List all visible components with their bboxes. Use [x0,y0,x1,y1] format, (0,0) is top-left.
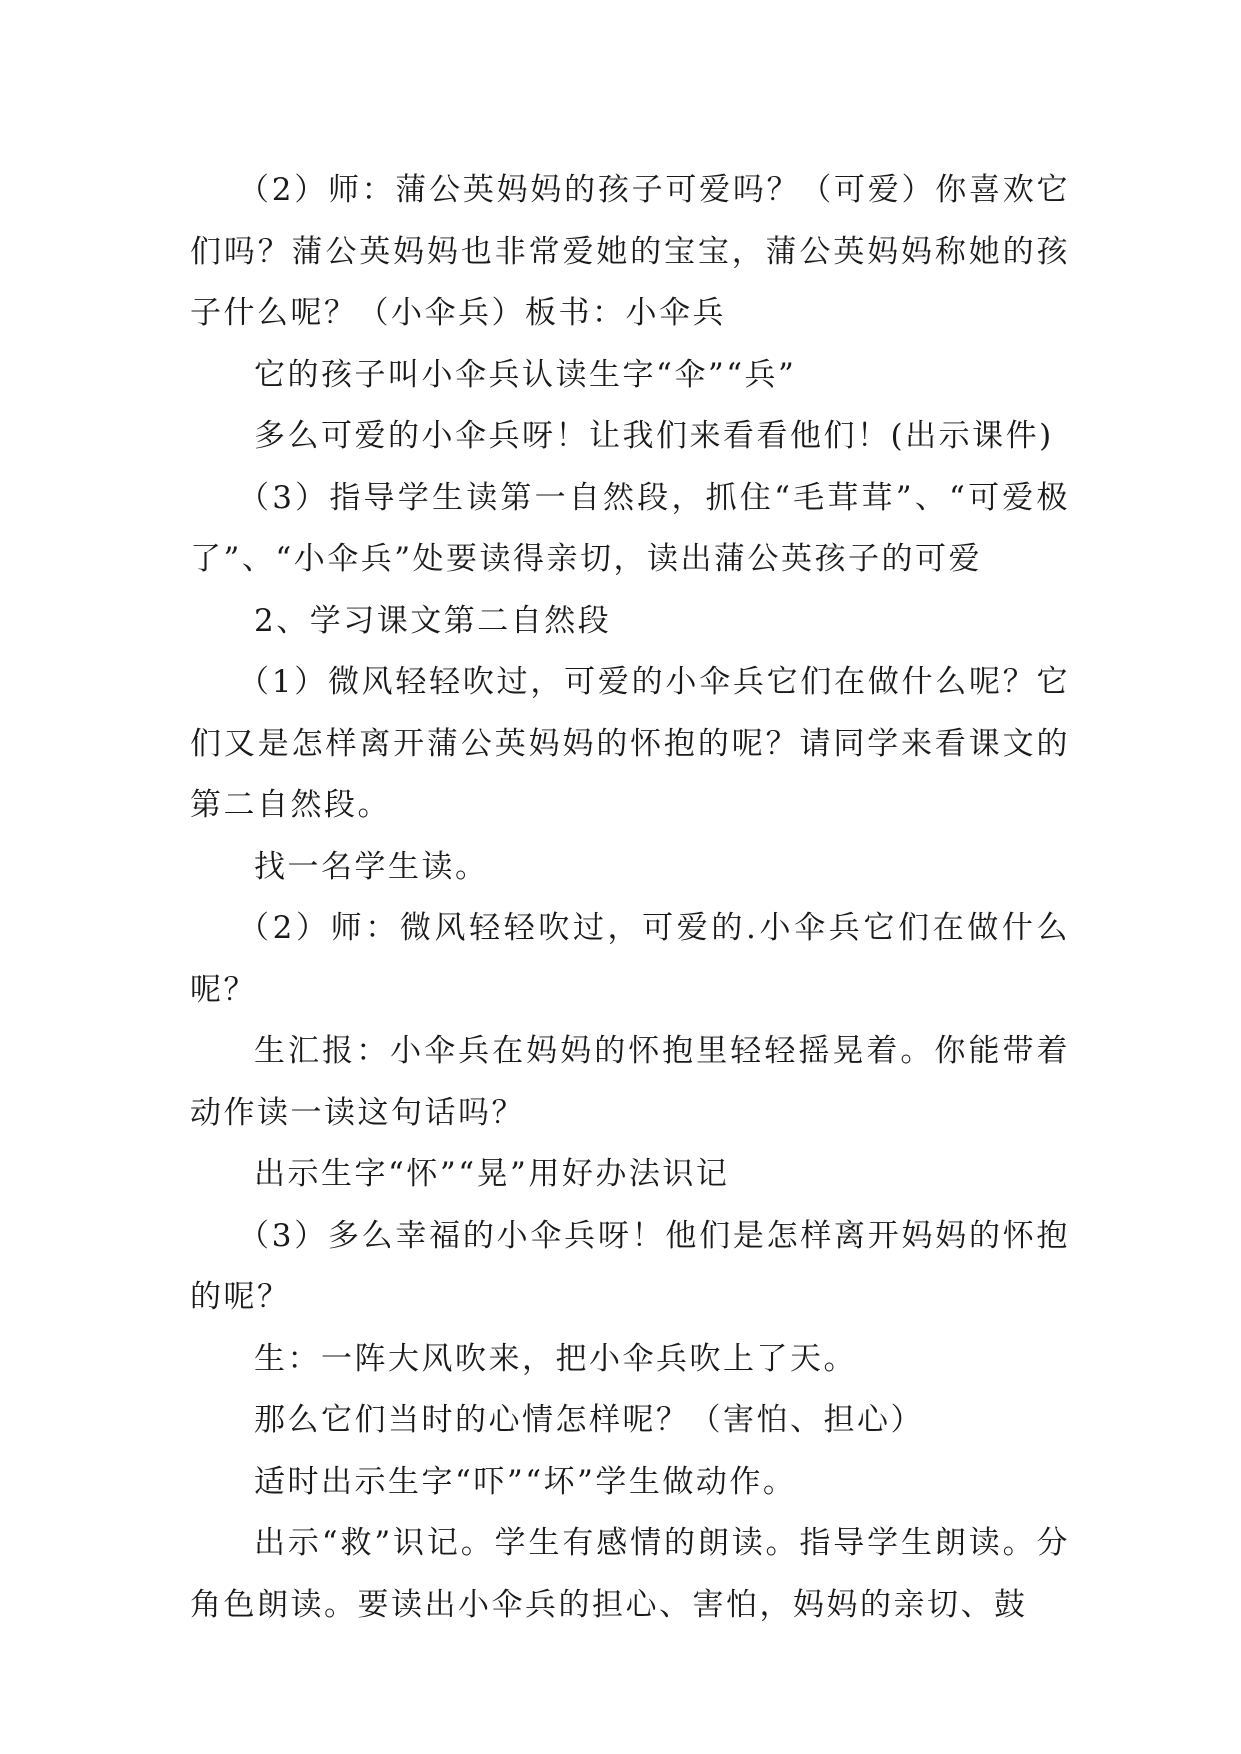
paragraph: 它的孩子叫小伞兵认读生字“伞”“兵” [254,356,797,393]
paragraph: 出示生字“怀”“晃”用好办法识记 [254,1156,730,1192]
paragraph: 生：一阵大风吹来，把小伞兵吹上了天。 [254,1340,857,1377]
paragraph: （1）微风轻轻吹过，可爱的小伞兵它们在做什么呢？它们又是怎样离开蒲公英妈妈的怀抱的呢？请同学来看课文的第二自然段。 [190,664,1070,823]
section-heading: 2、学习课文第二自然段 [254,602,612,639]
paragraph: （2）师：微风轻轻吹过，可爱的.小伞兵它们在做什么呢？ [190,910,1070,1008]
paragraph: 生汇报：小伞兵在妈妈的怀抱里轻轻摇晃着。你能带着动作读一读这句话吗？ [190,1033,1070,1131]
paragraph: 找一名学生读。 [254,848,489,885]
paragraph: （3）多么幸福的小伞兵呀！他们是怎样离开妈妈的怀抱的呢？ [190,1217,1070,1315]
paragraph: 那么它们当时的心情怎样呢？（害怕、担心） [254,1402,924,1438]
paragraph: （2）师：蒲公英妈妈的孩子可爱吗？（可爱）你喜欢它们吗？蒲公英妈妈也非常爱她的宝宝，蒲公英妈妈称她的孩子什么呢？（小伞兵）板书：小伞兵 [190,172,1070,331]
document-body [190,160,1070,1636]
paragraph: 适时出示生字“吓”“坏”学生做动作。 [254,1463,797,1500]
paragraph: （3）指导学生读第一自然段，抓住“毛茸茸”、“可爱极了”、“小伞兵”处要读得亲切，读出蒲公英孩子的可爱 [190,479,1070,577]
paragraph: 多么可爱的小伞兵呀！让我们来看看他们！(出示课件) [254,418,1054,454]
paragraph: 出示“救”识记。学生有感情的朗读。指导学生朗读。分角色朗读。要读出小伞兵的担心、害怕，妈妈的亲切、鼓 [190,1525,1070,1623]
